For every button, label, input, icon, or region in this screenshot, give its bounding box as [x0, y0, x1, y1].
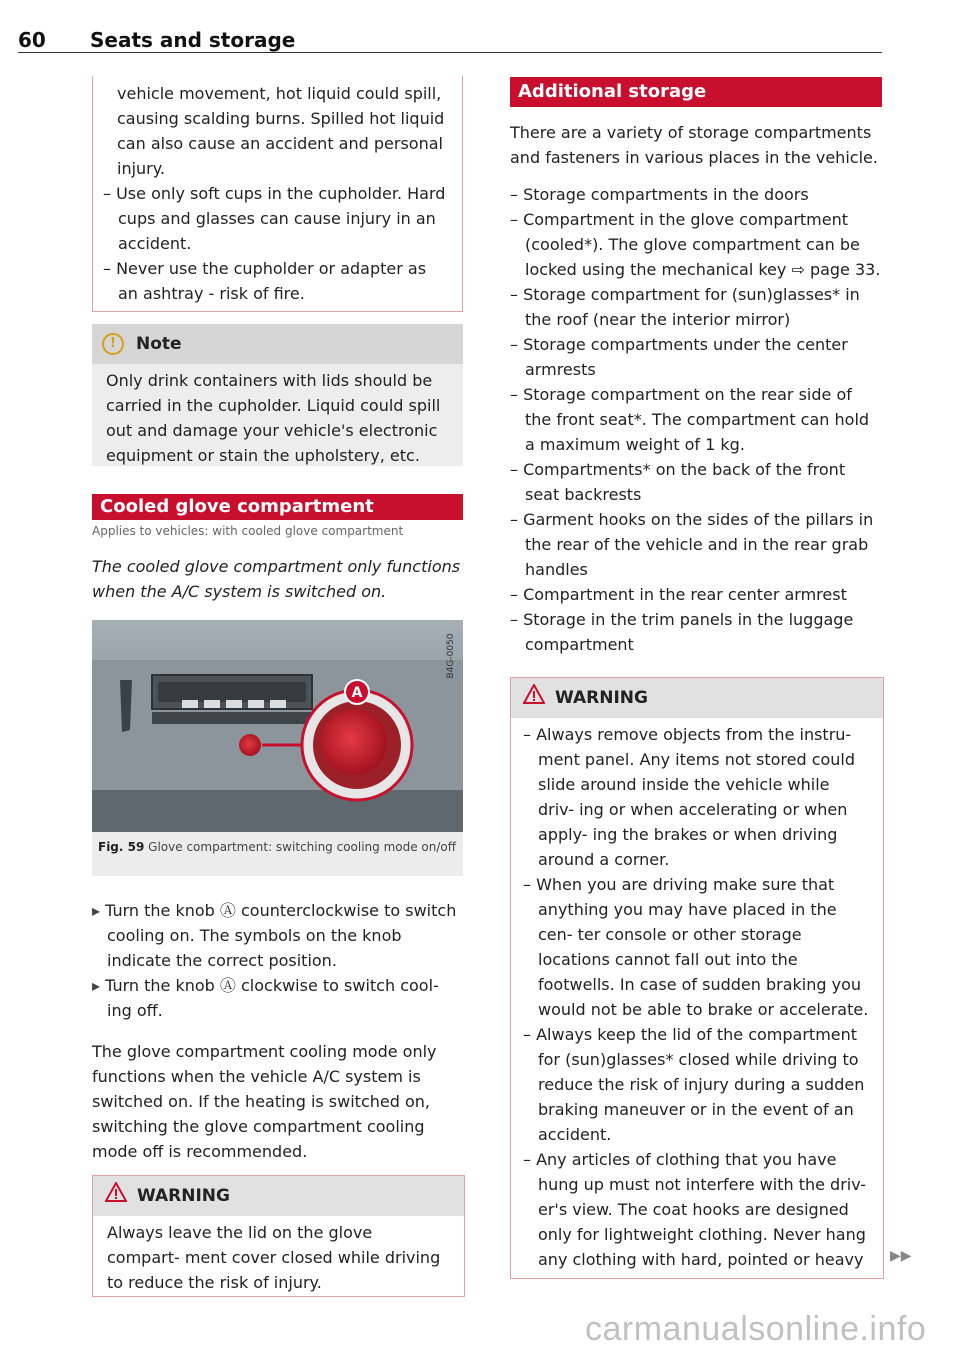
warning-line-1: vehicle movement, hot liquid could spill,: [117, 84, 442, 103]
note-box: [92, 324, 463, 466]
storage-item: – Compartments* on the back of the front seat backrests: [510, 460, 846, 504]
storage-item: – Storage in the trim panels in the luggage compartment: [510, 610, 854, 654]
cooled-steps: [92, 898, 464, 1023]
figure-59: [92, 620, 463, 876]
step-2-text: Turn the knob Ⓐ clockwise to switch cool- ing off.: [105, 976, 439, 1020]
figure-code: B4G-0050: [446, 633, 456, 679]
cooled-intro: The cooled glove compartment only functions when the A/C system is switched on.: [92, 557, 461, 601]
warning-text: Always leave the lid on the glove compart- ment cover closed while driving to reduce the risk of injury.: [107, 1223, 441, 1292]
storage-warning-box: [510, 677, 884, 1279]
section-title: Seats and storage: [90, 28, 296, 52]
storage-warning-item: – Always keep the lid of the compartment for (sun)glasses* closed while driving to reduce the risk of injury during a sudden braking maneuver or in the event of an accident.: [523, 1025, 865, 1144]
glove-compartment-illustration: [92, 620, 463, 832]
storage-item: – Garment hooks on the sides of the pillars in the rear of the vehicle and in the rear grab handles: [510, 510, 874, 579]
info-icon: !: [102, 333, 124, 355]
storage-item: – Compartment in the glove compartment (cooled*). The glove compartment can be locked using the mechanical key ⇨ page 33.: [510, 210, 881, 279]
step-1: [92, 898, 464, 973]
warning-item-ashtray: – Never use the cupholder or adapter as an ashtray - risk of fire.: [103, 259, 427, 303]
continued-warning-box: [92, 76, 463, 312]
storage-item: – Storage compartment for (sun)glasses* in the roof (near the interior mirror): [510, 285, 860, 329]
note-header: [92, 324, 463, 364]
page-number: 60: [18, 28, 46, 52]
storage-warning-title: WARNING: [555, 687, 648, 708]
storage-item: – Storage compartments under the center armrests: [510, 335, 848, 379]
storage-list: [510, 182, 882, 657]
step-arrow-icon: ▸: [92, 901, 106, 920]
warning-line-3: can also cause an accident and personal: [117, 134, 443, 153]
note-text: Only drink containers with lids should be carried in the cupholder. Liquid could spill out and damage your vehicle's electronic equipment or stain the upholstery, etc.: [106, 371, 441, 465]
continue-arrow-icon: ▶▶: [890, 1248, 912, 1264]
step-2: [92, 973, 464, 1023]
warning-triangle-icon: [105, 1182, 127, 1210]
note-title: Note: [136, 333, 182, 354]
cooled-body: The glove compartment cooling mode only functions when the vehicle A/C system is switched on. If the heating is switched on, switching the glove compartment cooling mode off is recommended.: [92, 1042, 437, 1161]
figure-marker-a: A: [351, 685, 363, 701]
warning-line-2: causing scalding burns. Spilled hot liquid: [117, 109, 445, 128]
header-rule: [18, 52, 882, 53]
step-arrow-icon: ▸: [92, 976, 106, 995]
warning-header: [93, 1176, 464, 1216]
storage-warning-list: [511, 718, 883, 1272]
warning-item-soft-cups: – Use only soft cups in the cupholder. Hard cups and glasses can cause injury in an accident.: [103, 184, 446, 253]
cooled-glove-heading-text: Cooled glove compartment: [100, 496, 374, 517]
storage-item: – Compartment in the rear center armrest: [510, 585, 847, 604]
storage-warning-item: – Any articles of clothing that you have hung up must not interfere with the driv- er's view. The coat hooks are designed only for lightweight clothing. Never hang any clothing with hard, pointed or heavy: [523, 1150, 867, 1269]
figure-label: Fig. 59: [98, 840, 145, 854]
storage-item: – Storage compartment on the rear side of the front seat*. The compartment can hold a maximum weight of 1 kg.: [510, 385, 870, 454]
applies-to: Applies to vehicles: with cooled glove compartment: [92, 524, 404, 538]
storage-warning-item: – When you are driving make sure that anything you may have placed in the cen- ter console or other storage locations cannot fall out into the footwells. In case of sudden braking you would not be able to brake or accelerate.: [523, 875, 869, 1019]
warning-triangle-icon: [523, 684, 545, 712]
storage-warning-header: [511, 678, 883, 718]
additional-storage-heading-text: Additional storage: [518, 81, 707, 102]
figure-caption: [92, 832, 463, 856]
footer-watermark: carmanualsonline.info: [585, 1310, 927, 1348]
storage-intro: There are a variety of storage compartments and fasteners in various places in the vehicle.: [510, 123, 878, 167]
storage-warning-item: – Always remove objects from the instru- ment panel. Any items not stored could slide around inside the vehicle while driv- ing or when accelerating or when apply- ing the brakes or when driving around a corner.: [523, 725, 856, 869]
warning-line-4: injury.: [117, 159, 166, 178]
figure-caption-text: Glove compartment: switching cooling mode on/off: [148, 840, 457, 854]
cooled-warning-box: [92, 1175, 465, 1297]
additional-storage-heading: [510, 77, 882, 107]
cooled-glove-heading: [92, 494, 463, 520]
step-1-text: Turn the knob Ⓐ counterclockwise to switch cooling on. The symbols on the knob indicate the correct position.: [105, 901, 457, 970]
warning-title: WARNING: [137, 1185, 230, 1206]
storage-item: – Storage compartments in the doors: [510, 185, 809, 204]
